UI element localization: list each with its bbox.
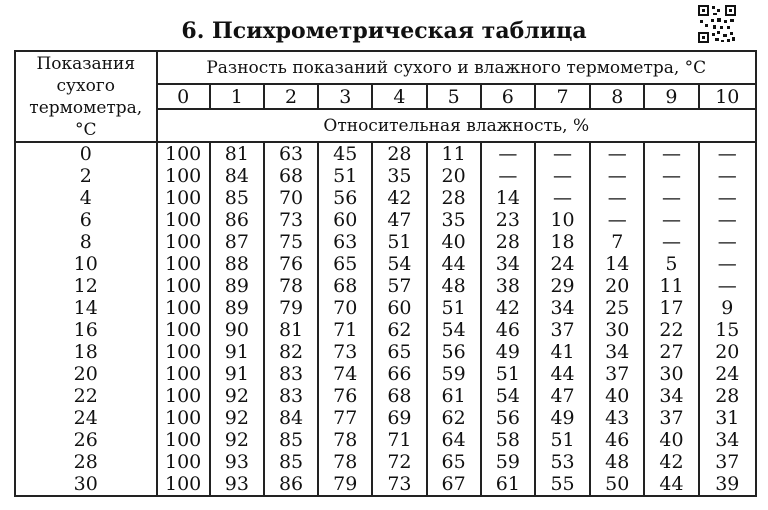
humidity-cell: 82 — [264, 341, 318, 363]
humidity-cell: 100 — [157, 142, 210, 165]
table-row — [15, 429, 756, 451]
table-row — [15, 275, 756, 297]
humidity-cell: 56 — [318, 187, 372, 209]
table-row — [15, 253, 756, 275]
humidity-cell: 66 — [372, 363, 426, 385]
difference-column-header: 9 — [644, 84, 698, 109]
humidity-cell: 73 — [264, 209, 318, 231]
humidity-cell: 72 — [372, 451, 426, 473]
humidity-cell: 50 — [590, 473, 644, 496]
humidity-cell: 9 — [699, 297, 756, 319]
difference-column-header: 5 — [427, 84, 481, 109]
humidity-cell: 81 — [264, 319, 318, 341]
difference-column-header: 0 — [157, 84, 210, 109]
humidity-cell: 49 — [535, 407, 590, 429]
humidity-cell: — — [535, 165, 590, 187]
humidity-cell: — — [481, 165, 535, 187]
humidity-cell: 62 — [427, 407, 481, 429]
humidity-cell: 51 — [535, 429, 590, 451]
relative-humidity-header: Относительная влажность, % — [157, 109, 756, 142]
humidity-cell: 100 — [157, 319, 210, 341]
humidity-cell: — — [481, 142, 535, 165]
humidity-cell: — — [699, 231, 756, 253]
humidity-cell: 100 — [157, 231, 210, 253]
humidity-cell: 58 — [481, 429, 535, 451]
humidity-cell: — — [699, 165, 756, 187]
humidity-cell: 71 — [372, 429, 426, 451]
humidity-cell: — — [644, 209, 698, 231]
table-row — [15, 297, 756, 319]
dry-temperature-cell: 4 — [15, 187, 157, 209]
humidity-cell: 24 — [699, 363, 756, 385]
humidity-cell: — — [590, 165, 644, 187]
humidity-cell: 40 — [644, 429, 698, 451]
humidity-cell: 63 — [264, 142, 318, 165]
humidity-cell: 7 — [590, 231, 644, 253]
humidity-cell: 100 — [157, 275, 210, 297]
dry-thermometer-header: Показания сухого термометра, °С — [15, 51, 157, 142]
humidity-cell: 78 — [264, 275, 318, 297]
humidity-cell: 78 — [318, 451, 372, 473]
humidity-cell: 60 — [372, 297, 426, 319]
humidity-cell: 46 — [590, 429, 644, 451]
humidity-cell: 20 — [590, 275, 644, 297]
table-row — [15, 187, 756, 209]
humidity-cell: 60 — [318, 209, 372, 231]
humidity-cell: — — [535, 142, 590, 165]
difference-column-header: 1 — [210, 84, 264, 109]
table-row — [15, 451, 756, 473]
humidity-cell: 100 — [157, 209, 210, 231]
difference-header: Разность показаний сухого и влажного термометра, °С — [157, 51, 756, 84]
table-row — [15, 319, 756, 341]
humidity-cell: 78 — [318, 429, 372, 451]
humidity-cell: 62 — [372, 319, 426, 341]
humidity-cell: 38 — [481, 275, 535, 297]
difference-column-header: 4 — [372, 84, 426, 109]
humidity-cell: 87 — [210, 231, 264, 253]
humidity-cell: 44 — [535, 363, 590, 385]
humidity-cell: 25 — [590, 297, 644, 319]
humidity-cell: 83 — [264, 363, 318, 385]
humidity-cell: 92 — [210, 407, 264, 429]
humidity-cell: 44 — [644, 473, 698, 496]
humidity-cell: 81 — [210, 142, 264, 165]
humidity-cell: 47 — [372, 209, 426, 231]
dry-temperature-cell: 6 — [15, 209, 157, 231]
dry-temperature-cell: 28 — [15, 451, 157, 473]
humidity-cell: 91 — [210, 341, 264, 363]
humidity-cell: 5 — [644, 253, 698, 275]
humidity-cell: 79 — [264, 297, 318, 319]
dry-temperature-cell: 12 — [15, 275, 157, 297]
humidity-cell: 48 — [590, 451, 644, 473]
humidity-cell: — — [644, 231, 698, 253]
humidity-cell: — — [590, 209, 644, 231]
humidity-cell: 57 — [372, 275, 426, 297]
humidity-cell: 84 — [264, 407, 318, 429]
humidity-cell: 65 — [427, 451, 481, 473]
humidity-cell: 27 — [644, 341, 698, 363]
humidity-cell: 85 — [264, 429, 318, 451]
humidity-cell: 88 — [210, 253, 264, 275]
humidity-cell: 55 — [535, 473, 590, 496]
humidity-cell: 86 — [264, 473, 318, 496]
humidity-cell: 45 — [318, 142, 372, 165]
humidity-cell: 42 — [481, 297, 535, 319]
humidity-cell: 100 — [157, 451, 210, 473]
humidity-cell: 74 — [318, 363, 372, 385]
humidity-cell: 56 — [427, 341, 481, 363]
humidity-cell: 68 — [372, 385, 426, 407]
dry-temperature-cell: 24 — [15, 407, 157, 429]
humidity-cell: 37 — [699, 451, 756, 473]
humidity-cell: 14 — [481, 187, 535, 209]
humidity-cell: 85 — [264, 451, 318, 473]
dry-temperature-cell: 10 — [15, 253, 157, 275]
humidity-cell: — — [590, 187, 644, 209]
humidity-cell: 54 — [481, 385, 535, 407]
humidity-cell: 34 — [481, 253, 535, 275]
humidity-cell: 59 — [481, 451, 535, 473]
table-row — [15, 473, 756, 496]
humidity-cell: 31 — [699, 407, 756, 429]
humidity-cell: 73 — [372, 473, 426, 496]
table-row — [15, 385, 756, 407]
humidity-cell: 90 — [210, 319, 264, 341]
humidity-cell: 64 — [427, 429, 481, 451]
humidity-cell: 51 — [481, 363, 535, 385]
humidity-cell: 10 — [535, 209, 590, 231]
dry-temperature-cell: 2 — [15, 165, 157, 187]
humidity-cell: 65 — [318, 253, 372, 275]
humidity-cell: 15 — [699, 319, 756, 341]
humidity-cell: 100 — [157, 385, 210, 407]
humidity-cell: 65 — [372, 341, 426, 363]
humidity-cell: 18 — [535, 231, 590, 253]
humidity-cell: 70 — [264, 187, 318, 209]
humidity-cell: 34 — [590, 341, 644, 363]
dry-temperature-cell: 20 — [15, 363, 157, 385]
humidity-cell: 46 — [481, 319, 535, 341]
humidity-cell: 100 — [157, 341, 210, 363]
humidity-cell: — — [699, 142, 756, 165]
table-row — [15, 142, 756, 165]
humidity-cell: — — [644, 187, 698, 209]
humidity-cell: 61 — [481, 473, 535, 496]
humidity-cell: 11 — [644, 275, 698, 297]
humidity-cell: 49 — [481, 341, 535, 363]
humidity-cell: 100 — [157, 429, 210, 451]
humidity-cell: 30 — [590, 319, 644, 341]
humidity-cell: 34 — [699, 429, 756, 451]
difference-column-header: 6 — [481, 84, 535, 109]
humidity-cell: 11 — [427, 142, 481, 165]
table-row — [15, 209, 756, 231]
humidity-cell: 89 — [210, 297, 264, 319]
table-row — [15, 407, 756, 429]
humidity-cell: 39 — [699, 473, 756, 496]
humidity-cell: 54 — [372, 253, 426, 275]
humidity-cell: 68 — [264, 165, 318, 187]
humidity-cell: — — [699, 275, 756, 297]
humidity-cell: 100 — [157, 473, 210, 496]
humidity-cell: 22 — [644, 319, 698, 341]
humidity-cell: 28 — [372, 142, 426, 165]
table-row — [15, 341, 756, 363]
difference-column-header: 7 — [535, 84, 590, 109]
humidity-cell: 84 — [210, 165, 264, 187]
humidity-cell: 76 — [318, 385, 372, 407]
humidity-cell: 67 — [427, 473, 481, 496]
humidity-cell: 54 — [427, 319, 481, 341]
humidity-cell: 89 — [210, 275, 264, 297]
humidity-cell: 93 — [210, 473, 264, 496]
humidity-cell: 28 — [699, 385, 756, 407]
table-row — [15, 165, 756, 187]
humidity-cell: 40 — [427, 231, 481, 253]
humidity-cell: 48 — [427, 275, 481, 297]
humidity-cell: 100 — [157, 187, 210, 209]
humidity-cell: 40 — [590, 385, 644, 407]
humidity-cell: 100 — [157, 165, 210, 187]
humidity-cell: — — [644, 165, 698, 187]
humidity-cell: 100 — [157, 297, 210, 319]
table-row — [15, 231, 756, 253]
humidity-cell: 37 — [535, 319, 590, 341]
humidity-cell: 34 — [535, 297, 590, 319]
humidity-cell: 41 — [535, 341, 590, 363]
humidity-cell: 91 — [210, 363, 264, 385]
humidity-cell: 42 — [372, 187, 426, 209]
dry-temperature-cell: 8 — [15, 231, 157, 253]
humidity-cell: 76 — [264, 253, 318, 275]
humidity-cell: 30 — [644, 363, 698, 385]
humidity-cell: 79 — [318, 473, 372, 496]
dry-temperature-cell: 26 — [15, 429, 157, 451]
humidity-cell: 35 — [427, 209, 481, 231]
humidity-cell: 14 — [590, 253, 644, 275]
humidity-cell: 86 — [210, 209, 264, 231]
dry-temperature-cell: 16 — [15, 319, 157, 341]
humidity-cell: 20 — [699, 341, 756, 363]
difference-column-header: 10 — [699, 84, 756, 109]
humidity-cell: 24 — [535, 253, 590, 275]
dry-temperature-cell: 30 — [15, 473, 157, 496]
humidity-cell: 63 — [318, 231, 372, 253]
humidity-cell: 73 — [318, 341, 372, 363]
humidity-cell: 68 — [318, 275, 372, 297]
dry-temperature-cell: 18 — [15, 341, 157, 363]
humidity-cell: 93 — [210, 451, 264, 473]
humidity-cell: 23 — [481, 209, 535, 231]
humidity-cell: 44 — [427, 253, 481, 275]
humidity-cell: 47 — [535, 385, 590, 407]
humidity-cell: 100 — [157, 363, 210, 385]
humidity-cell: 20 — [427, 165, 481, 187]
humidity-cell: 92 — [210, 429, 264, 451]
humidity-cell: 42 — [644, 451, 698, 473]
humidity-cell: 37 — [644, 407, 698, 429]
page-title: 6. Психрометрическая таблица — [181, 18, 587, 44]
humidity-cell: 70 — [318, 297, 372, 319]
humidity-cell: — — [699, 253, 756, 275]
humidity-cell: 51 — [318, 165, 372, 187]
humidity-cell: 77 — [318, 407, 372, 429]
humidity-cell: 28 — [481, 231, 535, 253]
humidity-cell: 100 — [157, 407, 210, 429]
humidity-cell: 59 — [427, 363, 481, 385]
difference-column-header: 2 — [264, 84, 318, 109]
table-row — [15, 363, 756, 385]
humidity-cell: — — [535, 187, 590, 209]
humidity-cell: 17 — [644, 297, 698, 319]
humidity-cell: 37 — [590, 363, 644, 385]
psychrometric-table — [14, 50, 757, 497]
humidity-cell: 43 — [590, 407, 644, 429]
humidity-cell: 92 — [210, 385, 264, 407]
humidity-cell: 51 — [427, 297, 481, 319]
humidity-cell: 100 — [157, 253, 210, 275]
difference-column-header: 3 — [318, 84, 372, 109]
humidity-cell: 69 — [372, 407, 426, 429]
humidity-cell: 28 — [427, 187, 481, 209]
humidity-cell: 51 — [372, 231, 426, 253]
humidity-cell: — — [644, 142, 698, 165]
humidity-cell: — — [699, 187, 756, 209]
humidity-cell: 85 — [210, 187, 264, 209]
humidity-cell: — — [590, 142, 644, 165]
dry-temperature-cell: 22 — [15, 385, 157, 407]
humidity-cell: 71 — [318, 319, 372, 341]
qr-code-icon — [697, 4, 737, 44]
humidity-cell: 29 — [535, 275, 590, 297]
humidity-cell: 53 — [535, 451, 590, 473]
dry-temperature-cell: 14 — [15, 297, 157, 319]
humidity-cell: 61 — [427, 385, 481, 407]
difference-column-header: 8 — [590, 84, 644, 109]
humidity-cell: — — [699, 209, 756, 231]
humidity-cell: 35 — [372, 165, 426, 187]
humidity-cell: 83 — [264, 385, 318, 407]
humidity-cell: 34 — [644, 385, 698, 407]
dry-temperature-cell: 0 — [15, 142, 157, 165]
humidity-cell: 75 — [264, 231, 318, 253]
humidity-cell: 56 — [481, 407, 535, 429]
